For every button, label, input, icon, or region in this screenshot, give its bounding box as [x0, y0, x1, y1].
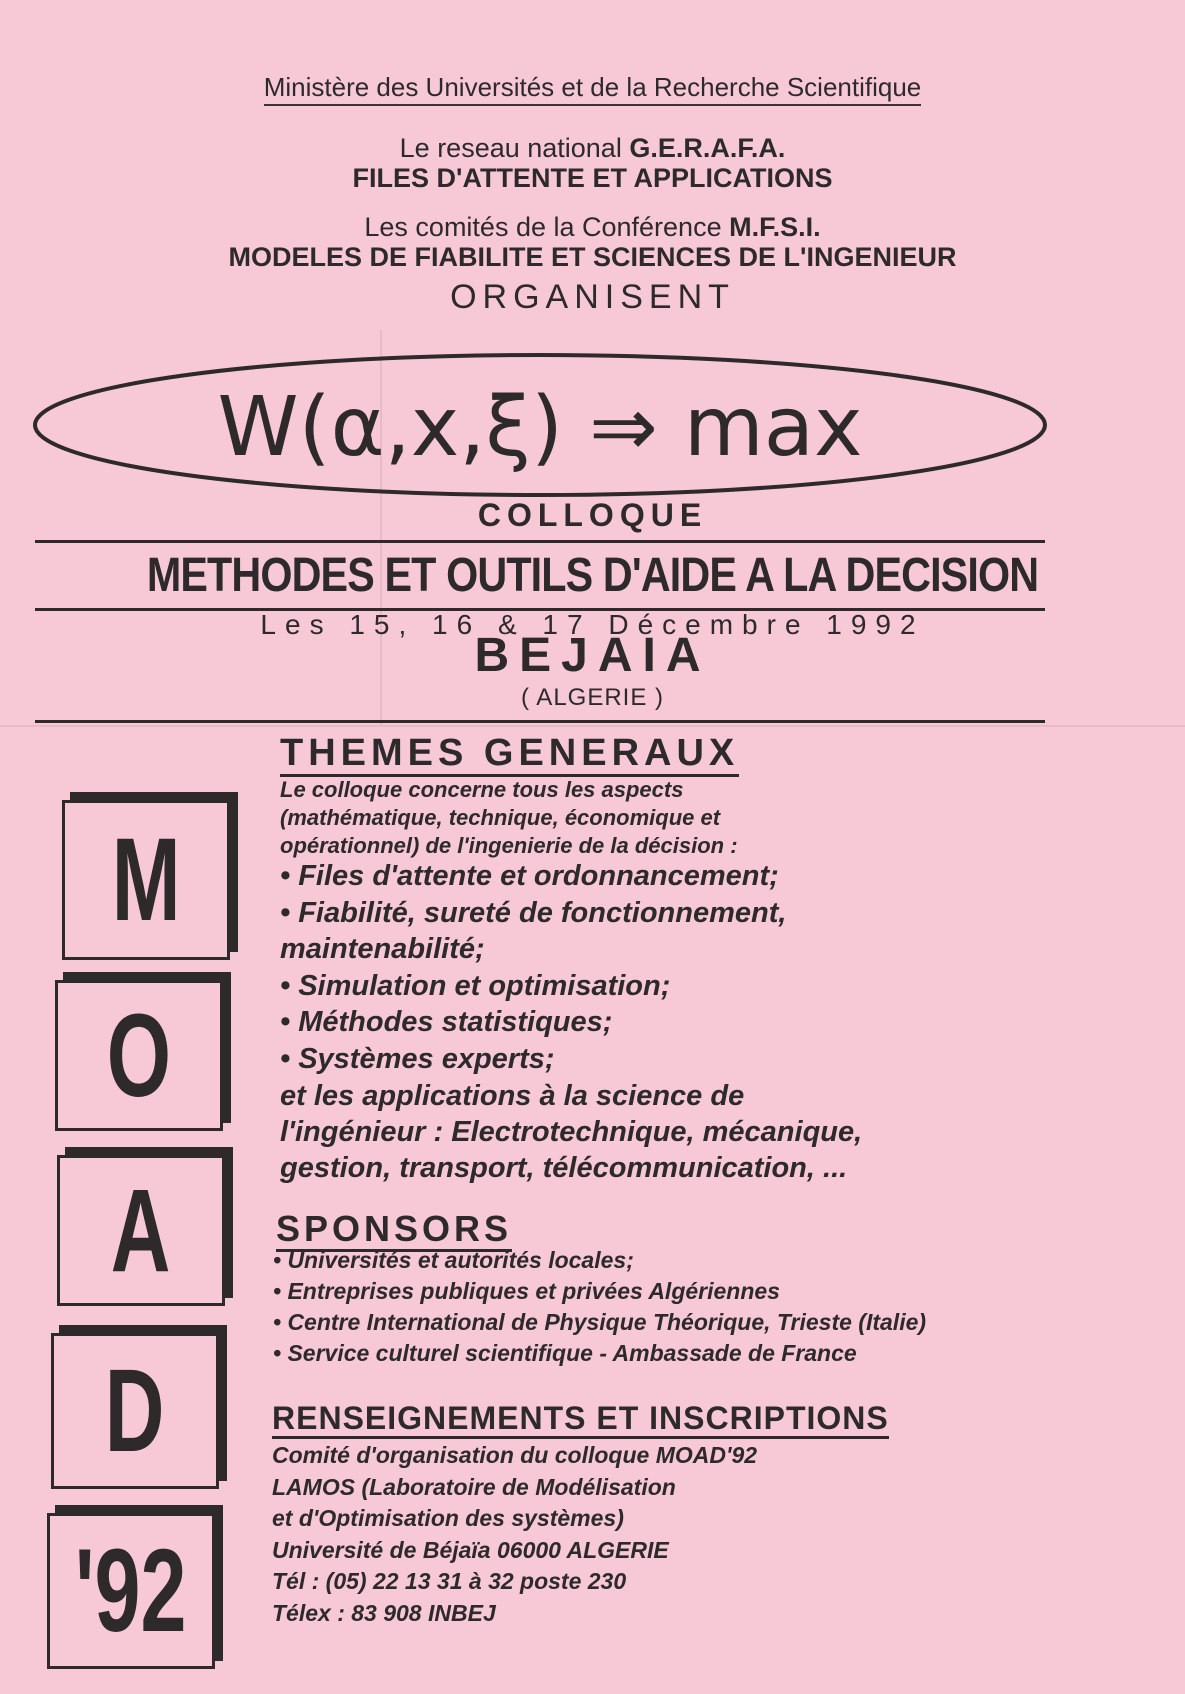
sponsor-item: • Centre International de Physique Théorique, Trieste (Italie): [273, 1309, 927, 1335]
side-letter-d: [51, 1333, 219, 1489]
event-dates: Les 15, 16 & 17 Décembre 1992: [260, 609, 925, 640]
themes-heading-text: THEMES GENERAUX: [280, 732, 739, 777]
side-letter-a: [57, 1155, 225, 1306]
committees-full: MODELES DE FIABILITE ET SCIENCES DE L'INGENIEUR: [228, 242, 957, 272]
contact-line: LAMOS (Laboratoire de Modélisation: [272, 1473, 676, 1500]
committees-name: M.F.S.I.: [729, 212, 821, 242]
letter-o: O: [106, 989, 172, 1122]
side-year: [47, 1513, 215, 1669]
contact-line: Comité d'organisation du colloque MOAD'92: [272, 1442, 758, 1468]
contact-lines: [272, 1440, 1072, 1629]
event-city: BEJAIA: [474, 629, 711, 682]
event-country: ( ALGERIE ): [520, 684, 665, 711]
event-kind: COLLOQUE: [477, 497, 708, 533]
applications-line: et les applications à la science de: [280, 1080, 745, 1112]
letter-a: A: [111, 1164, 171, 1297]
contact-line: et d'Optimisation des systèmes): [272, 1505, 624, 1531]
theme-item: • Simulation et optimisation;: [280, 969, 671, 1002]
rule-bottom: [35, 720, 1045, 723]
themes-applications: [280, 1078, 1080, 1186]
event-title: METHODES ET OUTILS D'AIDE A LA DECISION: [146, 549, 1039, 602]
sponsor-item: • Entreprises publiques et privées Algériennes: [273, 1278, 780, 1304]
theme-item: • Méthodes statistiques;: [280, 1006, 613, 1038]
themes-list: [280, 858, 1080, 1077]
committees-block: [0, 212, 1185, 272]
contact-line: Université de Béjaïa 06000 ALGERIE: [272, 1536, 669, 1563]
network-full: FILES D'ATTENTE ET APPLICATIONS: [352, 163, 833, 193]
contact-heading: [272, 1400, 1072, 1437]
themes-heading: [280, 732, 1080, 775]
intro-line: opérationnel) de l'ingenierie de la décision :: [280, 833, 738, 858]
network-prefix: Le reseau national: [399, 133, 630, 163]
formula-text: W(α,x,ξ) ⇒ max: [217, 380, 863, 475]
applications-line: l'ingénieur : Electrotechnique, mécanique,: [280, 1116, 863, 1148]
letter-m: M: [111, 814, 181, 946]
contact-line: Tél : (05) 22 13 31 à 32 poste 230: [272, 1568, 627, 1594]
theme-item: • Files d'attente et ordonnancement;: [280, 860, 779, 892]
intro-line: (mathématique, technique, économique et: [280, 805, 721, 830]
theme-item: maintenabilité;: [280, 933, 485, 965]
committees-prefix: Les comités de la Conférence: [364, 212, 730, 242]
applications-line: gestion, transport, télécommunication, ...: [280, 1152, 848, 1184]
theme-item: • Fiabilité, sureté de fonctionnement,: [280, 896, 787, 929]
sponsor-item: • Service culturel scientifique - Ambassade de France: [273, 1340, 857, 1366]
themes-intro: [280, 776, 1080, 860]
paper-fold-horizontal: [0, 725, 1185, 727]
formula-logo: [30, 350, 1050, 500]
sponsors-list: [273, 1245, 1093, 1369]
sponsor-item: • Universités et autorités locales;: [273, 1247, 634, 1273]
contact-line: Télex : 83 908 INBEJ: [272, 1599, 496, 1626]
sponsors-heading-text: SPONSORS: [276, 1208, 512, 1252]
network-name: G.E.R.A.F.A.: [629, 133, 786, 163]
network-block: [0, 133, 1185, 193]
side-letter-m: [62, 800, 230, 960]
ministry-text: Ministère des Universités et de la Recherche Scientifique: [264, 72, 922, 106]
ministry-line: [0, 72, 1185, 103]
rule-top: [35, 540, 1045, 543]
contact-heading-text: RENSEIGNEMENTS ET INSCRIPTIONS: [272, 1400, 889, 1439]
year-92: '92: [75, 1525, 187, 1657]
letter-d: D: [105, 1345, 165, 1477]
sponsors-heading: [276, 1208, 1076, 1250]
theme-item: • Systèmes experts;: [280, 1042, 555, 1075]
formula-ellipse: [30, 350, 1050, 500]
side-letter-o: [55, 980, 223, 1131]
intro-line: Le colloque concerne tous les aspects: [280, 777, 684, 802]
organise-label: ORGANISENT: [450, 278, 735, 316]
